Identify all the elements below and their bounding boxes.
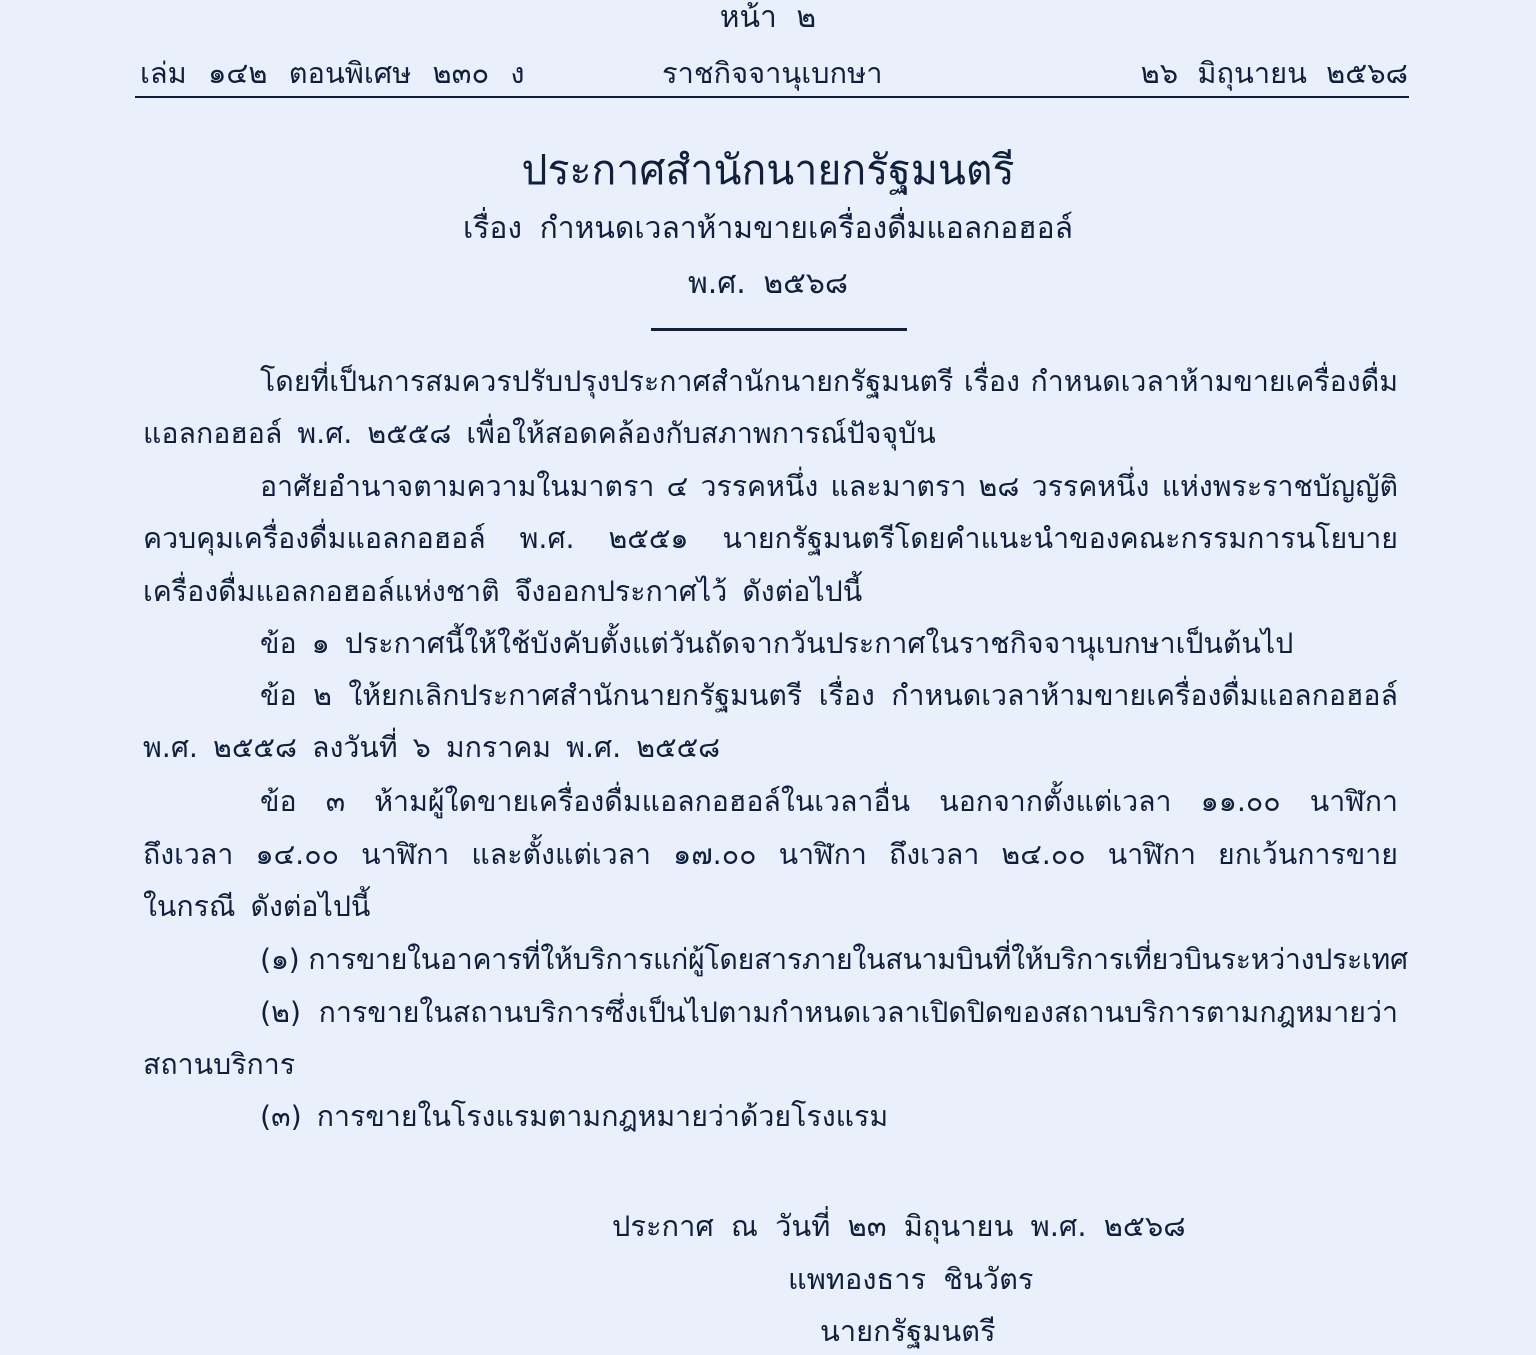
clause-3: ในกรณี ดังต่อไปนี้ <box>143 890 371 923</box>
announcement-title: ประกาศสำนักนายกรัฐมนตรี <box>521 146 1015 194</box>
announcement-year: พ.ศ. ๒๕๖๘ <box>687 266 849 301</box>
title-divider <box>651 328 907 331</box>
preamble-line: แอลกอฮอล์ พ.ศ. ๒๕๕๘ เพื่อให้สอดคล้องกับสภาพการณ์ปัจจุบัน <box>143 417 936 450</box>
signatory-position: นายกรัฐมนตรี <box>820 1314 996 1348</box>
gazette-date: ๒๖ มิถุนายน ๒๕๖๘ <box>1140 56 1408 90</box>
authority-line: เครื่องดื่มแอลกอฮอล์แห่งชาติ จึงออกประกาศไว้ ดังต่อไปนี้ <box>143 575 863 608</box>
clause-2: พ.ศ. ๒๕๕๘ ลงวันที่ ๖ มกราคม พ.ศ. ๒๕๕๘ <box>143 731 721 764</box>
clause-1: ข้อ ๑ ประกาศนี้ให้ใช้บังคับตั้งแต่วันถัดจากวันประกาศในราชกิจจานุเบกษาเป็นต้นไป <box>260 627 1294 660</box>
signature-date: ประกาศ ณ วันที่ ๒๓ มิถุนายน พ.ศ. ๒๕๖๘ <box>612 1209 1186 1243</box>
exception-item-1: (๑) การขายในอาคารที่ให้บริการแก่ผู้โดยสารภายในสนามบินที่ให้บริการเที่ยวบินระหว่างประเทศ <box>260 943 1408 976</box>
page-number: หน้า ๒ <box>719 0 817 35</box>
preamble-line: โดยที่เป็นการสมควรปรับปรุงประกาศสำนักนายกรัฐมนตรี เรื่อง กำหนดเวลาห้ามขายเครื่องดื่ม <box>260 365 1398 398</box>
gazette-volume: เล่ม ๑๔๒ ตอนพิเศษ ๒๓๐ ง <box>140 56 525 90</box>
authority-line: ควบคุมเครื่องดื่มแอลกอฮอล์ พ.ศ. ๒๕๕๑ นายกรัฐมนตรีโดยคำแนะนำของคณะกรรมการนโยบาย <box>143 522 1398 555</box>
exception-item-2: (๒) การขายในสถานบริการซึ่งเป็นไปตามกำหนดเวลาเปิดปิดของสถานบริการตามกฎหมายว่า <box>260 996 1398 1029</box>
authority-line: อาศัยอำนาจตามความในมาตรา ๔ วรรคหนึ่ง และมาตรา ๒๘ วรรคหนึ่ง แห่งพระราชบัญญัติ <box>260 470 1398 503</box>
announcement-subject: เรื่อง กำหนดเวลาห้ามขายเครื่องดื่มแอลกอฮอล์ <box>463 211 1073 246</box>
header-rule <box>135 96 1409 98</box>
clause-2: ข้อ ๒ ให้ยกเลิกประกาศสำนักนายกรัฐมนตรี เรื่อง กำหนดเวลาห้ามขายเครื่องดื่มแอลกอฮอล์ <box>260 679 1398 712</box>
exception-item-3: (๓) การขายในโรงแรมตามกฎหมายว่าด้วยโรงแรม <box>260 1100 889 1133</box>
clause-3: ถึงเวลา ๑๔.๐๐ นาฬิกา และตั้งแต่เวลา ๑๗.๐๐ นาฬิกา ถึงเวลา ๒๔.๐๐ นาฬิกา ยกเว้นการขาย <box>143 838 1398 871</box>
clause-3: ข้อ ๓ ห้ามผู้ใดขายเครื่องดื่มแอลกอฮอล์ในเวลาอื่น นอกจากตั้งแต่เวลา ๑๑.๐๐ นาฬิกา <box>260 785 1398 818</box>
exception-item-2: สถานบริการ <box>143 1048 296 1081</box>
gazette-name: ราชกิจจานุเบกษา <box>662 56 883 90</box>
signatory-name: แพทองธาร ชินวัตร <box>788 1262 1034 1296</box>
